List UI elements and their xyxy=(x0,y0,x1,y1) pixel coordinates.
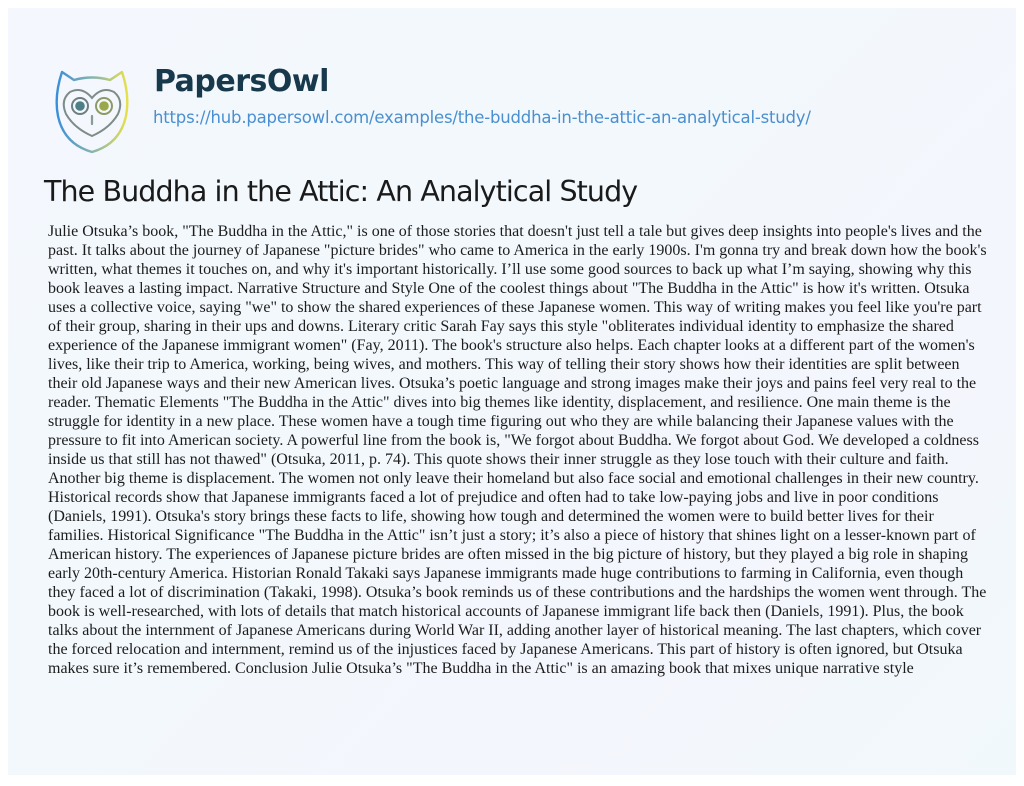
article-body: Julie Otsuka’s book, "The Buddha in the Attic," is one of those stories that doesn't just tell a tale but gives deep insights into people's lives and the past. It talks about the journey of Japanese "picture brides" who came to America in the early 1900s. I'm gonna try and break down how the book's written, what themes it touches on, and why it's important historically. I’ll use some good sources to back up what I’m saying, showing why this book leaves a lasting impact. Narrative Structure and Style One of the coolest things about "The Buddha in the Attic" is how it's written. Otsuka uses a collective voice, saying "we" to show the shared experiences of these Japanese women. This way of writing makes you feel like you're part of their group, sharing in their ups and downs. Literary critic Sarah Fay says this style "obliterates individual identity to emphasize the shared experience of the Japanese immigrant women" (Fay, 2011). The book's structure also helps. Each chapter looks at a different part of the women's lives, like their trip to America, working, being wives, and mothers. This way of telling their story shows how their identities are split between their old Japanese ways and their new American lives. Otsuka’s poetic language and strong images make their joys and pains feel very real to the reader. Thematic Elements "The Buddha in the Attic" dives into big themes like identity, displacement, and resilience. One main theme is the struggle for identity in a new place. These women have a tough time figuring out who they are while balancing their Japanese values with the pressure to fit into American society. A powerful line from the book is, "We forgot about Buddha. We forgot about God. We developed a coldness inside us that still has not thawed" (Otsuka, 2011, p. 74). This quote shows their inner struggle as they lose touch with their culture and faith. Another big theme is displacement. The women not only leave their homeland but also face social and emotional challenges in their new country. Historical records show that Japanese immigrants faced a lot of prejudice and often had to take low-paying jobs and live in poor conditions (Daniels, 1991). Otsuka's story brings these facts to life, showing how tough and determined the women were to build better lives for their families. Historical Significance "The Buddha in the Attic" isn’t just a story; it’s also a piece of history that shines light on a lesser-known part of American history. The experiences of Japanese picture brides are often missed in the big picture of history, but they played a big role in shaping early 20th-century America. Historian Ronald Takaki says Japanese immigrants made huge contributions to farming in California, even though they faced a lot of discrimination (Takaki, 1998). Otsuka’s book reminds us of these contributions and the hardships the women went through. The book is well-researched, with lots of details that match historical accounts of Japanese immigrant life back then (Daniels, 1991). Plus, the book talks about the internment of Japanese Americans during World War II, adding another layer of historical meaning. The last chapters, which cover the forced relocation and internment, remind us of the injustices faced by Japanese Americans. This part of history is often ignored, but Otsuka makes sure it’s remembered. Conclusion Julie Otsuka’s "The Buddha in the Attic" is an amazing book that mixes unique narrative style xyxy=(48,223,987,677)
site-header xyxy=(8,8,1016,162)
owl-logo-icon xyxy=(50,66,134,156)
source-url[interactable]: https://hub.papersowl.com/examples/the-buddha-in-the-attic-an-analytical-study/ xyxy=(153,108,811,127)
document-page xyxy=(8,8,1016,775)
brand-name[interactable]: PapersOwl xyxy=(154,64,329,99)
page-title: The Buddha in the Attic: An Analytical Study xyxy=(44,175,638,208)
